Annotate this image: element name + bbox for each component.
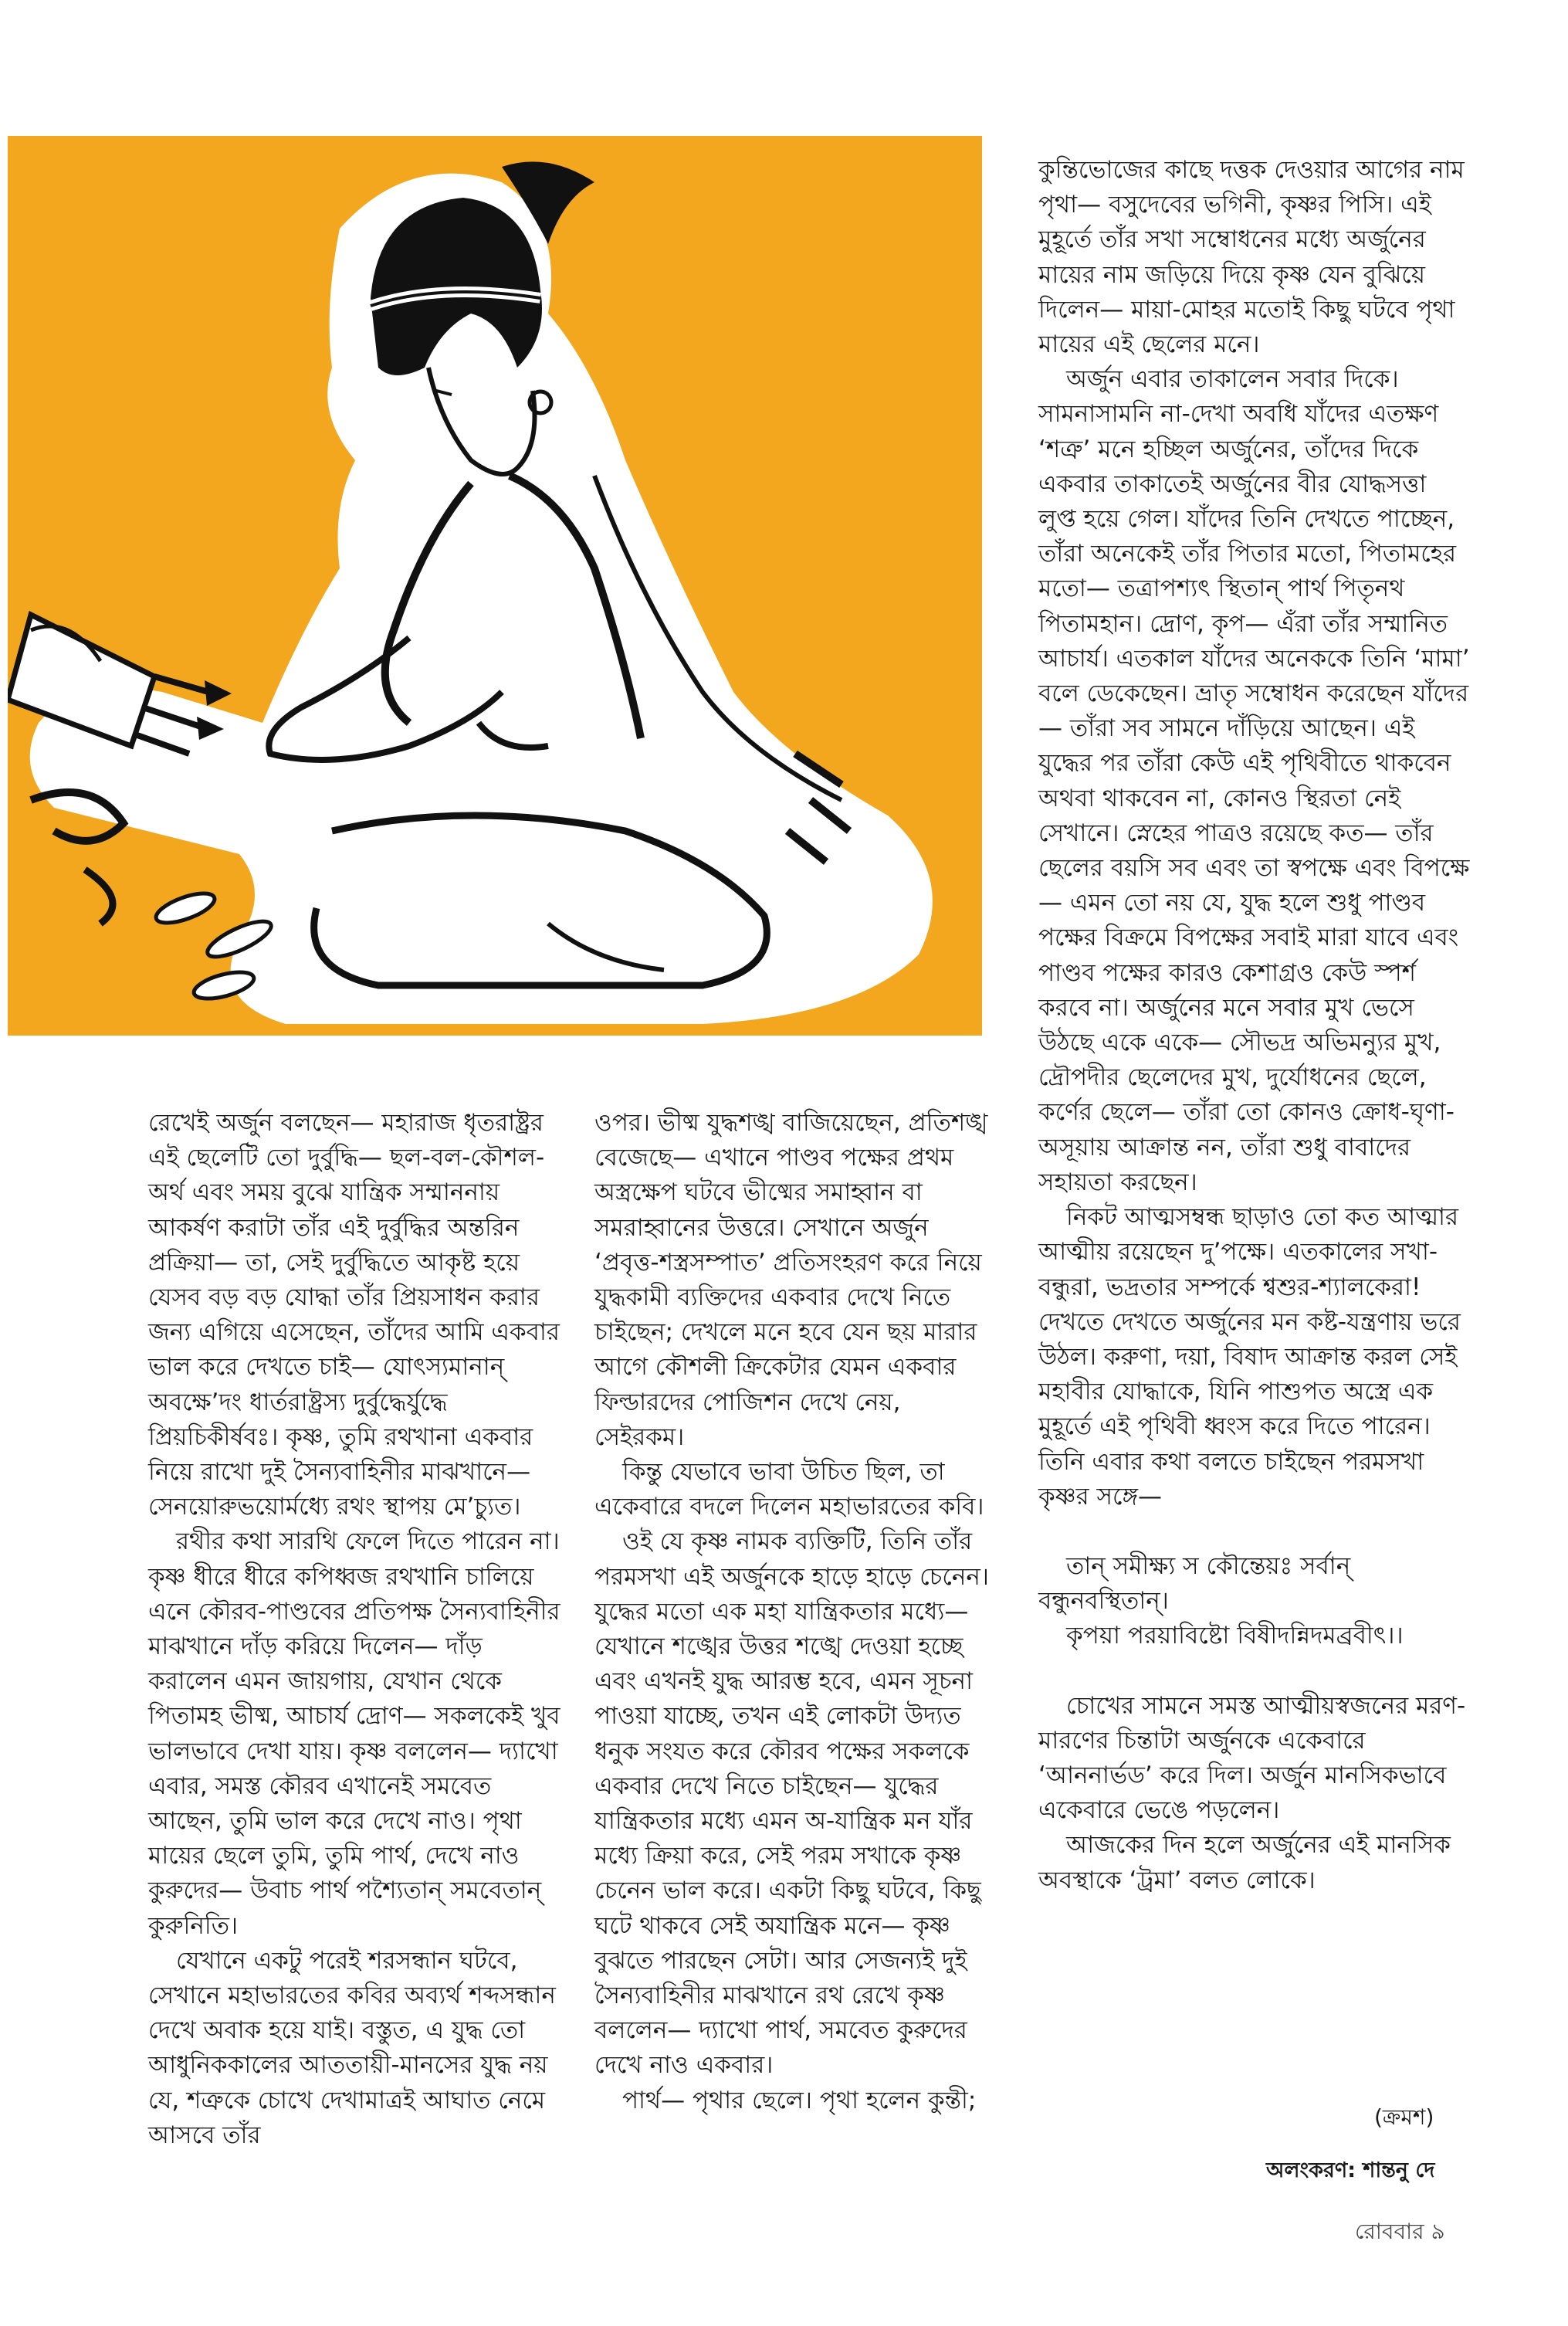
article-column-3: [1038, 153, 1471, 1898]
paragraph: ওপর। ভীষ্ম যুদ্ধশঙ্খ বাজিয়েছেন, প্রতিশঙ্খ বেজেছে— এখানে পাণ্ডব পক্ষের প্রথম অস্ত্রক্ষেপ ঘটবে ভীষ্মের সমাহ্বান বা সমরাহ্বানের উত্তরে। সেখানে অর্জুন ‘প্রবৃত্ত-শস্ত্রসম্পাত’ প্রতিসংহরণ করে নিয়ে যুদ্ধকামী ব্যক্তিদের একবার দেখে নিতে চাইছেন; দেখলে মনে হবে যেন ছয় মারার আগে কৌশলী ক্রিকেটার যেমন একবার ফিল্ডারদের পোজিশন দেখে নেয়, সেইরকম।: [594, 1109, 988, 1451]
paragraph: অর্জুন এবার তাকালেন সবার দিকে। সামনাসামনি না-দেখা অবধি যাঁদের এতক্ষণ ‘শত্রু’ মনে হচ্ছিল অর্জুনের, তাঁদের দিকে একবার তাকাতেই অর্জুনের বীর যোদ্ধসত্তা লুপ্ত হয়ে গেল। যাঁদের তিনি দেখতে পাচ্ছেন, তাঁরা অনেকেই তাঁর পিতার মতো, পিতামহের মতো— তত্রাপশ্যৎ স্থিতান্‌ পার্থ পিতৃনথ পিতামহান। দ্রোণ, কৃপ— এঁরা তাঁর সম্মানিত আচার্য। এতকাল যাঁদের অনেককে তিনি ‘মামা’ বলে ডেকেছেন। ভ্রাতৃ সম্বোধন করেছেন যাঁদের— তাঁরা সব সামনে দাঁড়িয়ে আছেন। এই যুদ্ধের পর তাঁরা কেউ এই পৃথিবীতে থাকবেন অথবা থাকবেন না, কোনও স্থিরতা নেই সেখানে। স্নেহের পাত্রও রয়েছে কত— তাঁর ছেলের বয়সি সব এবং তা স্বপক্ষে এবং বিপক্ষে— এমন তো নয় যে, যুদ্ধ হলে শুধু পাণ্ডব পক্ষের বিক্রমে বিপক্ষের সবাই মারা যাবে এবং পাণ্ডব পক্ষের কারও কেশাগ্রও কেউ স্পর্শ করবে না। অর্জুনের মনে সবার মুখ ভেসে উঠছে একে একে— সৌভদ্র অভিমন্যুর মুখ, দ্রৌপদীর ছেলেদের মুখ, দুর্যোধনের ছেলে, কর্ণের ছেলে— তাঁরা তো কোনও ক্রোধ-ঘৃণা-অসূয়ায় আক্রান্ত নন, তাঁরা শুধু বাবাদের সহায়তা করছেন।: [1038, 365, 1470, 1196]
illustration-credit: অলংকরণ: শান্তনু দে: [1266, 2158, 1435, 2182]
article-column-2: [594, 1106, 996, 2118]
paragraph: কুন্তিভোজের কাছে দত্তক দেওয়ার আগের নাম পৃথা— বসুদেবের ভগিনী, কৃষ্ণর পিসি। এই মুহূর্তে তাঁর সখা সম্বোধনের মধ্যে অর্জুনের মায়ের নাম জড়িয়ে দিয়ে কৃষ্ণ যেন বুঝিয়ে দিলেন— মায়া-মোহর মতোই কিছু ঘটবে পৃথা মায়ের এই ছেলের মনে।: [1038, 156, 1465, 359]
paragraph: নিকট আত্মসম্বন্ধ ছাড়াও তো কত আত্মার আত্মীয় রয়েছেন দু’পক্ষে। এতকালের সখা-বন্ধুরা, ভদ্রতার সম্পর্কে শ্বশুর-শ্যালকেরা! দেখতে দেখতে অর্জুনের মন কষ্ট-যন্ত্রণায় ভরে উঠল। করুণা, দয়া, বিষাদ আক্রান্ত করল সেই মহাবীর যোদ্ধাকে, যিনি পাশুপত অস্ত্রে এক মুহূর্তে এই পৃথিবী ধ্বংস করে দিতে পারেন। তিনি এবার কথা বলতে চাইছেন পরমসখা কৃষ্ণর সঙ্গে—: [1038, 1203, 1461, 1511]
paragraph: আজকের দিন হলে অর্জুনের এই মানসিক অবস্থাকে ‘ট্রমা’ বলত লোকে।: [1038, 1831, 1451, 1894]
continued-marker: (ক্রমশ): [1374, 2104, 1434, 2130]
paragraph: রথীর কথা সারথি ফেলে দিতে পারেন না। কৃষ্ণ ধীরে ধীরে কপিধ্বজ রথখানি চালিয়ে এনে কৌরব-পাণ্ডবের প্রতিপক্ষ সৈন্যবাহিনীর মাঝখানে দাঁড় করিয়ে দিলেন— দাঁড় করালেন এমন জায়গায়, যেখান থেকে পিতামহ ভীষ্ম, আচার্য দ্রোণ— সকলকেই খুব ভালভাবে দেখা যায়। কৃষ্ণ বললেন— দ্যাখো এবার, সমস্ত কৌরব এখানেই সমবেত আছেন, তুমি ভাল করে দেখে নাও। পৃথা মায়ের ছেলে তুমি, তুমি পার্থ, দেখে নাও কুরুদের— উবাচ পার্থ পশ্যৈতান্‌ সমবেতান্‌ কুরুনিতি।: [148, 1527, 560, 1940]
paragraph: ওই যে কৃষ্ণ নামক ব্যক্তিটি, তিনি তাঁর পরমসখা এই অর্জুনকে হাড়ে হাড়ে চেনেন। যুদ্ধের মতো এক মহা যান্ত্রিকতার মধ্যে— যেখানে শঙ্খের উত্তর শঙ্খে দেওয়া হচ্ছে এবং এখনই যুদ্ধ আরম্ভ হবে, এমন সূচনা পাওয়া যাচ্ছে, তখন এই লোকটা উদ্যত ধনুক সংযত করে কৌরব পক্ষের সকলকে একবার দেখে নিতে চাইছেন— যুদ্ধের যান্ত্রিকতার মধ্যে এমন অ-যান্ত্রিক মন যাঁর মধ্যে ক্রিয়া করে, সেই পরম সখাকে কৃষ্ণ চেনেন ভাল করে। একটা কিছু ঘটবে, কিছু ঘটে থাকবে সেই অযান্ত্রিক মনে— কৃষ্ণ বুঝতে পারছেন সেটা। আর সেজন্যই দুই সৈন্যবাহিনীর মাঝখানে রথ রেখে কৃষ্ণ বললেন— দ্যাখো পার্থ, সমবেত কুরুদের দেখে নাও একবার।: [594, 1527, 989, 2080]
paragraph: রেখেই অর্জুন বলছেন— মহারাজ ধৃতরাষ্ট্রর এই ছেলেটি তো দুর্বুদ্ধি— ছল-বল-কৌশল-অর্থ এবং সময় বুঝে যান্ত্রিক সম্মাননায় আকর্ষণ করাটা তাঁর এই দুর্বুদ্ধির অন্তরিন প্রক্রিয়া— তা, সেই দুর্বুদ্ধিতে আকৃষ্ট হয়ে যেসব বড় বড় যোদ্ধা তাঁর প্রিয়সাধন করার জন্য এগিয়ে এসেছেন, তাঁদের আমি একবার ভাল করে দেখতে চাই— যোৎস্যমানান্‌ অবক্ষে’দং ধার্তরাষ্ট্রস্য দুর্বুদ্ধের্যুদ্ধে প্রিয়চিকীর্ষবঃ। কৃষ্ণ, তুমি রথখানা একবার নিয়ে রাখো দুই সৈন্যবাহিনীর মাঝখানে— সেনয়োরুভয়োর্মধ্যে রথং স্থাপয় মে’চ্যুত।: [148, 1109, 560, 1521]
paragraph: পার্থ— পৃথার ছেলে। পৃথা হলেন কুন্তী;: [622, 2086, 977, 2114]
article-column-1: [148, 1106, 565, 2153]
verse-line: তান্‌ সমীক্ষ্য স কৌন্তেয়ঃ সর্বান্‌ বন্ধুনবস্থিতান্‌।: [1038, 1551, 1351, 1616]
page-folio: রোববার ৯: [1355, 2219, 1445, 2244]
verse-line: কৃপয়া পরয়াবিষ্টো বিষীদন্নিদমব্রবীৎ।।: [1066, 1622, 1404, 1650]
paragraph: চোখের সামনে সমস্ত আত্মীয়স্বজনের মরণ-মারণের চিন্তাটা অর্জুনকে একেবারে ‘আননার্ভড’ করে দিল। অর্জুন মানসিকভাবে একেবারে ভেঙে পড়লেন।: [1038, 1691, 1466, 1825]
illustration-arjuna: [8, 136, 982, 1036]
paragraph: কিন্তু যেভাবে ভাবা উচিত ছিল, তা একেবারে বদলে দিলেন মহাভারতের কবি।: [594, 1458, 984, 1521]
paragraph: যেখানে একটু পরেই শরসন্ধান ঘটবে, সেখানে মহাভারতের কবির অব্যর্থ শব্দসন্ধান দেখে অবাক হয়ে যাই। বস্তুত, এ যুদ্ধ তো আধুনিককালের আততায়ী-মানসের যুদ্ধ নয় যে, শত্রুকে চোখে দেখামাত্রই আঘাত নেমে আসবে তাঁর: [148, 1946, 556, 2149]
